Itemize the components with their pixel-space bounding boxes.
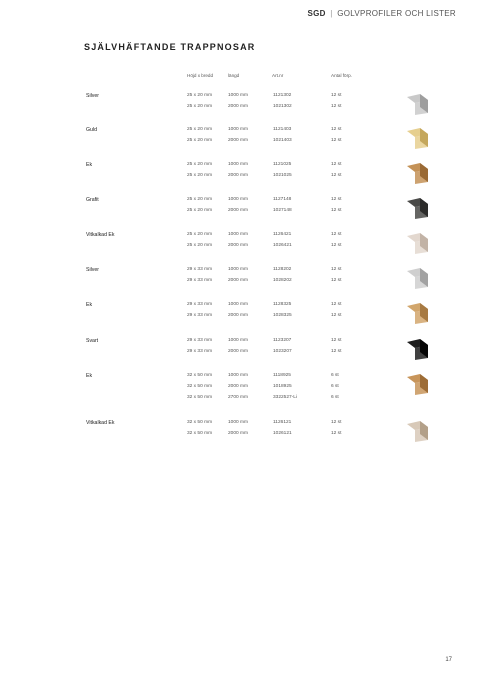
article-number-cell: 1128325	[273, 302, 292, 307]
size-cell: 25 x 20 mm	[187, 93, 213, 98]
quantity-cell: 12 st	[331, 104, 342, 109]
article-number-cell: 1123207	[273, 338, 292, 343]
size-cell: 32 x 50 mm	[187, 431, 213, 436]
article-number-cell: 1121025	[273, 162, 292, 167]
product-name: Vitkalkad Ek	[86, 232, 115, 238]
article-number-cell: 3322527-Li	[273, 395, 298, 400]
page-number: 17	[445, 657, 452, 663]
length-cell: 1000 mm	[228, 162, 248, 167]
product-name: Ek	[86, 162, 93, 168]
length-cell: 2000 mm	[228, 208, 248, 213]
page-title: SJÄLVHÄFTANDE TRAPPNOSAR	[84, 42, 256, 52]
article-number-cell: 1021302	[273, 104, 292, 109]
article-number-cell: 1121302	[273, 93, 292, 98]
column-header-quantity: Antal förp.	[331, 73, 352, 78]
article-number-cell: 1026421	[273, 243, 292, 248]
stair-nosing-image	[404, 336, 430, 362]
length-cell: 2000 mm	[228, 173, 248, 178]
stair-nosing-image	[404, 265, 430, 291]
article-number-cell: 1118925	[273, 373, 291, 378]
page-header	[308, 9, 456, 18]
column-header-size: Höjd x bredd	[187, 73, 214, 78]
stair-nosing-image	[404, 300, 430, 326]
size-cell: 29 x 33 mm	[187, 278, 213, 283]
article-number-cell: 1126421	[273, 232, 292, 237]
article-number-cell: 1026121	[273, 431, 292, 436]
stair-nosing-image	[404, 371, 430, 397]
size-cell: 29 x 33 mm	[187, 267, 213, 272]
column-header-article: Art.nr	[272, 73, 284, 78]
product-name: Svart	[86, 338, 99, 344]
size-cell: 32 x 50 mm	[187, 420, 213, 425]
size-cell: 25 x 20 mm	[187, 243, 213, 248]
quantity-cell: 12 st	[331, 313, 342, 318]
size-cell: 29 x 33 mm	[187, 302, 213, 307]
article-number-cell: 1021403	[273, 138, 292, 143]
article-number-cell: 1127148	[273, 197, 292, 202]
length-cell: 2000 mm	[228, 138, 248, 143]
quantity-cell: 12 st	[331, 338, 342, 343]
article-number-cell: 1018925	[273, 384, 292, 389]
length-cell: 1000 mm	[228, 232, 248, 237]
length-cell: 2000 mm	[228, 431, 248, 436]
length-cell: 1000 mm	[228, 420, 248, 425]
quantity-cell: 6 st	[331, 373, 339, 378]
header-subtitle: GOLVPROFILER OCH LISTER	[337, 9, 456, 18]
stair-nosing-image	[404, 230, 430, 256]
size-cell: 32 x 50 mm	[187, 384, 213, 389]
stair-nosing-image	[404, 125, 430, 151]
size-cell: 25 x 20 mm	[187, 173, 213, 178]
article-number-cell: 1023207	[273, 349, 292, 354]
quantity-cell: 12 st	[331, 302, 342, 307]
length-cell: 2000 mm	[228, 349, 248, 354]
quantity-cell: 12 st	[331, 197, 342, 202]
product-name: Vitkalkad Ek	[86, 420, 115, 426]
quantity-cell: 12 st	[331, 431, 342, 436]
quantity-cell: 12 st	[331, 93, 342, 98]
length-cell: 2000 mm	[228, 313, 248, 318]
quantity-cell: 12 st	[331, 243, 342, 248]
size-cell: 25 x 20 mm	[187, 162, 213, 167]
quantity-cell: 6 st	[331, 395, 339, 400]
size-cell: 29 x 33 mm	[187, 338, 213, 343]
size-cell: 29 x 33 mm	[187, 349, 213, 354]
product-name: Guld	[86, 127, 97, 133]
size-cell: 32 x 50 mm	[187, 373, 213, 378]
article-number-cell: 1126121	[273, 420, 292, 425]
article-number-cell: 1128202	[273, 267, 292, 272]
stair-nosing-image	[404, 418, 430, 444]
length-cell: 2000 mm	[228, 278, 248, 283]
stair-nosing-image	[404, 160, 430, 186]
article-number-cell: 1028202	[273, 278, 292, 283]
column-header-length: längd	[228, 73, 240, 78]
length-cell: 2000 mm	[228, 243, 248, 248]
size-cell: 25 x 20 mm	[187, 208, 213, 213]
quantity-cell: 12 st	[331, 420, 342, 425]
brand-name: SGD	[307, 9, 326, 18]
size-cell: 29 x 33 mm	[187, 313, 213, 318]
stair-nosing-image	[404, 195, 430, 221]
quantity-cell: 6 st	[331, 384, 339, 389]
size-cell: 32 x 50 mm	[187, 395, 213, 400]
quantity-cell: 12 st	[331, 127, 342, 132]
length-cell: 1000 mm	[228, 373, 248, 378]
quantity-cell: 12 st	[331, 267, 342, 272]
article-number-cell: 1121403	[273, 127, 292, 132]
length-cell: 1000 mm	[228, 93, 248, 98]
quantity-cell: 12 st	[331, 208, 342, 213]
quantity-cell: 12 st	[331, 138, 342, 143]
quantity-cell: 12 st	[331, 173, 342, 178]
length-cell: 1000 mm	[228, 302, 248, 307]
product-name: Silver	[86, 93, 99, 99]
length-cell: 2700 mm	[228, 395, 248, 400]
length-cell: 1000 mm	[228, 197, 248, 202]
header-separator: |	[330, 9, 333, 18]
stair-nosing-image	[404, 91, 430, 117]
article-number-cell: 1028325	[273, 313, 292, 318]
size-cell: 25 x 20 mm	[187, 197, 213, 202]
quantity-cell: 12 st	[331, 232, 342, 237]
size-cell: 25 x 20 mm	[187, 232, 213, 237]
length-cell: 1000 mm	[228, 127, 248, 132]
size-cell: 25 x 20 mm	[187, 127, 213, 132]
length-cell: 2000 mm	[228, 104, 248, 109]
size-cell: 25 x 20 mm	[187, 104, 213, 109]
length-cell: 1000 mm	[228, 338, 248, 343]
quantity-cell: 12 st	[331, 162, 342, 167]
product-name: Grafit	[86, 197, 99, 203]
length-cell: 2000 mm	[228, 384, 248, 389]
size-cell: 25 x 20 mm	[187, 138, 213, 143]
quantity-cell: 12 st	[331, 349, 342, 354]
quantity-cell: 12 st	[331, 278, 342, 283]
product-name: Ek	[86, 302, 93, 308]
product-name: Silver	[86, 267, 99, 273]
article-number-cell: 1027148	[273, 208, 292, 213]
length-cell: 1000 mm	[228, 267, 248, 272]
product-name: Ek	[86, 373, 93, 379]
article-number-cell: 1021025	[273, 173, 292, 178]
